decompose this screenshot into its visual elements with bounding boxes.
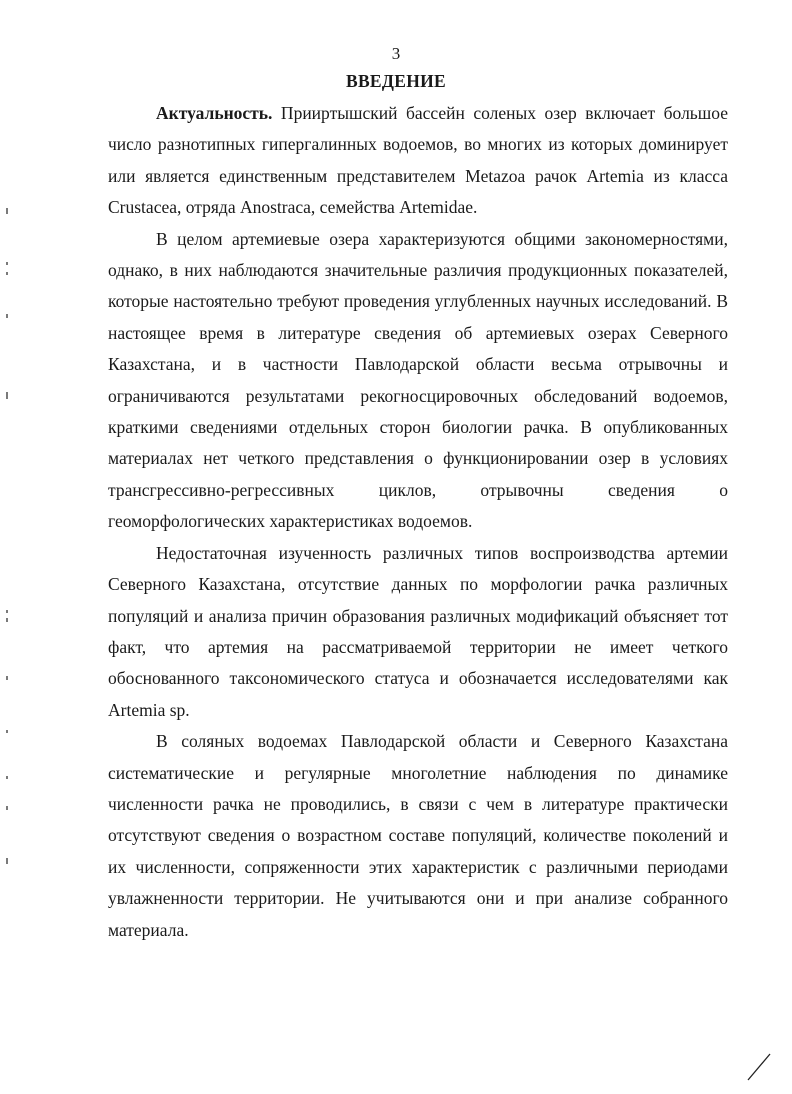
body-text [108, 98, 728, 946]
scan-speck [6, 618, 8, 622]
paragraph-relevance [108, 98, 728, 224]
scan-speck [6, 776, 8, 779]
scan-speck [6, 262, 8, 265]
scan-speck [6, 314, 8, 318]
scan-speck [6, 806, 8, 810]
scan-speck [6, 208, 8, 214]
corner-stroke-mark [744, 1052, 774, 1082]
page-number: 3 [391, 44, 401, 63]
paragraph-general-patterns: В целом артемиевые озера характеризуются общими закономерностями, однако, в них наблюдаются значительные различия продукционных показателей, которые настоятельно требуют проведения углубленных научных исследований. В настоящее время в литературе сведения об артемиевых озерах Северного Казахстана, и в частности Павлодарской области весьма отрывочны и ограничиваются результатами рекогносцировочных обследований водоемов, краткими сведениями отдельных сторон биологии рачка. В опубликованных материалах нет четкого представления о функционировании озер в условиях трансгрессивно-регрессивных циклов, отрывочны сведения о геоморфологических характеристиках водоемов. [108, 228, 728, 532]
scan-speck [6, 392, 8, 399]
scan-speck [6, 610, 8, 613]
scan-speck [6, 730, 8, 733]
paragraph-observations: В соляных водоемах Павлодарской области и Северного Казахстана систематические и регулярные многолетние наблюдения по динамике численности рачка не проводились, в связи с чем в литературе практически отсутствуют сведения о возрастном составе популяций, количестве поколений и их численности, сопряженности этих характеристик с различными периодами увлажненности территории. Не учитываются они и при анализе собранного материала. [108, 731, 728, 940]
relevance-text: Прииртышский бассейн соленых озер включает большое число разнотипных гипергалинных водоемов, во многих из которых доминирует или является единственным представителем Metazoa рачок Artemia из класса Crustacea, отряда Anostraca, семейства Artemidae. [108, 103, 728, 218]
section-heading: ВВЕДЕНИЕ [345, 71, 447, 91]
scan-speck [6, 858, 8, 864]
relevance-lead: Актуальность. [156, 103, 273, 123]
scan-speck [6, 272, 8, 275]
paragraph-insufficient-study: Недостаточная изученность различных типов воспроизводства артемии Северного Казахстана, отсутствие данных по морфологии рачка различных популяций и анализа причин образования различных модификаций объясняет тот факт, что артемия на рассматриваемой территории не имеет четкого обоснованного таксономического статуса и обозначается исследователями как Artemia sp. [108, 542, 728, 720]
scan-speck [6, 676, 8, 680]
